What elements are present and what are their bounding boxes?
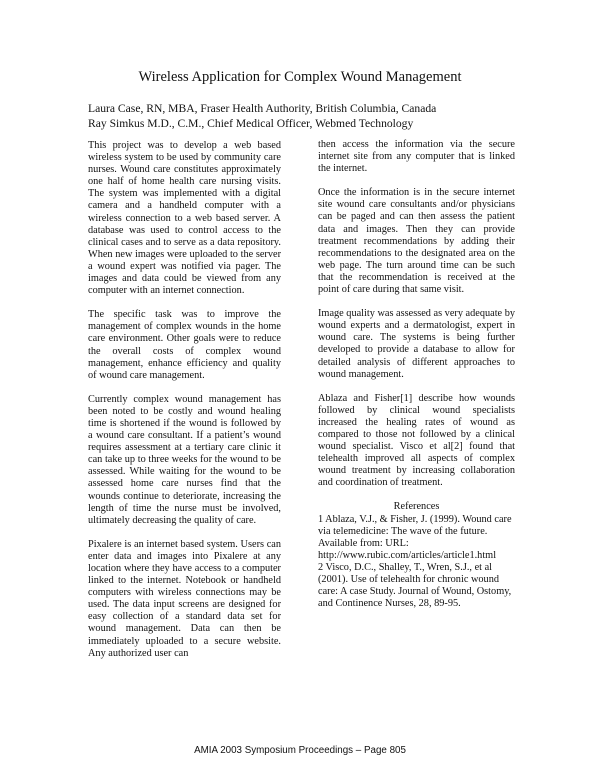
author-line: Ray Simkus M.D., C.M., Chief Medical Officer, Webmed Technology <box>88 117 414 130</box>
right-column <box>318 139 515 610</box>
paragraph: then access the information via the secure internet site from any computer that is linked the internet. <box>318 139 515 175</box>
paragraph: Currently complex wound management has been noted to be costly and wound healing time is shortened if the wound is followed by a wound care consultant. If a patient’s wound requires assessment at a tertiary care clinic it can take up to three weeks for the wound to be assessed. While waiting for the wound to be assessed home care nurses find that the wounds continue to deteriorate, increasing the length of time the nurse must be involved, ultimately decreasing the quality of care. <box>88 393 281 526</box>
author-line: Laura Case, RN, MBA, Fraser Health Authority, British Columbia, Canada <box>88 102 437 115</box>
paragraph: Pixalere is an internet based system. Users can enter data and images into Pixalere at any location where they have access to a computer linked to the internet. Notebook or handheld computers with wireless connections may be used. The data input screens are designed for easy collection of a standard data set for wound management. Data can then be immediately uploaded to a secure website. Any authorized user can <box>88 538 281 659</box>
reference-item: 2 Visco, D.C., Shalley, T., Wren, S.J., et al (2001). Use of telehealth for chronic wound care: A case Study. Journal of Wound, Ostomy, and Continence Nurses, 28, 89-95. <box>318 561 512 610</box>
paragraph: Image quality was assessed as very adequate by wound experts and a dermatologist, expert in wound care. The systems is being further developed to provide a database to allow for detailed analysis of different approaches to wound management. <box>318 308 516 380</box>
references-heading: References <box>393 501 440 513</box>
paragraph: This project was to develop a web based wireless system to be used by community care nurses. Wound care constitutes approximately one half of home health care nursing visits. The system was implemented with a digital camera and a handheld computer with a wireless connection to a web based server. A database was used to control access to the clinical cases and to serve as a data repository. When new images were uploaded to the server a wound expert was notified via pager. The images and data could be viewed from any computer with an internet connection. <box>88 140 281 297</box>
author-block <box>88 101 528 131</box>
references-list <box>318 514 515 611</box>
paper-title: Wireless Application for Complex Wound Management <box>138 69 462 85</box>
reference-item: 1 Ablaza, V.J., & Fisher, J. (1999). Wound care via telemedicine: The wave of the future. Available from: URL: http://www.rubic.com/articles/article1.html <box>318 513 512 561</box>
page-footer: AMIA 2003 Symposium Proceedings – Page 805 <box>194 745 406 756</box>
paragraph: Ablaza and Fisher[1] describe how wounds followed by clinical wound specialists increased the healing rates of wound as compared to those not followed by a clinical wound specialist. Visco et al[2] found that telehealth improved all aspects of complex wound treatment by increasing collaboration and coordination of treatment. <box>318 392 515 489</box>
paragraph: Once the information is in the secure internet site wound care consultants and/or physicians can be paged and can then assess the patient data and images. Then they can provide treatment recommendations by adding their recommendations to the designated area on the web page. The turn around time can be such that the recommendation is received at the point of care during that same visit. <box>318 187 515 296</box>
left-column <box>88 140 281 672</box>
paragraph: The specific task was to improve the management of complex wounds in the home care environment. Other goals were to reduce the overall costs of complex wound management, enhance efficiency and quality of wound care management. <box>88 309 281 381</box>
